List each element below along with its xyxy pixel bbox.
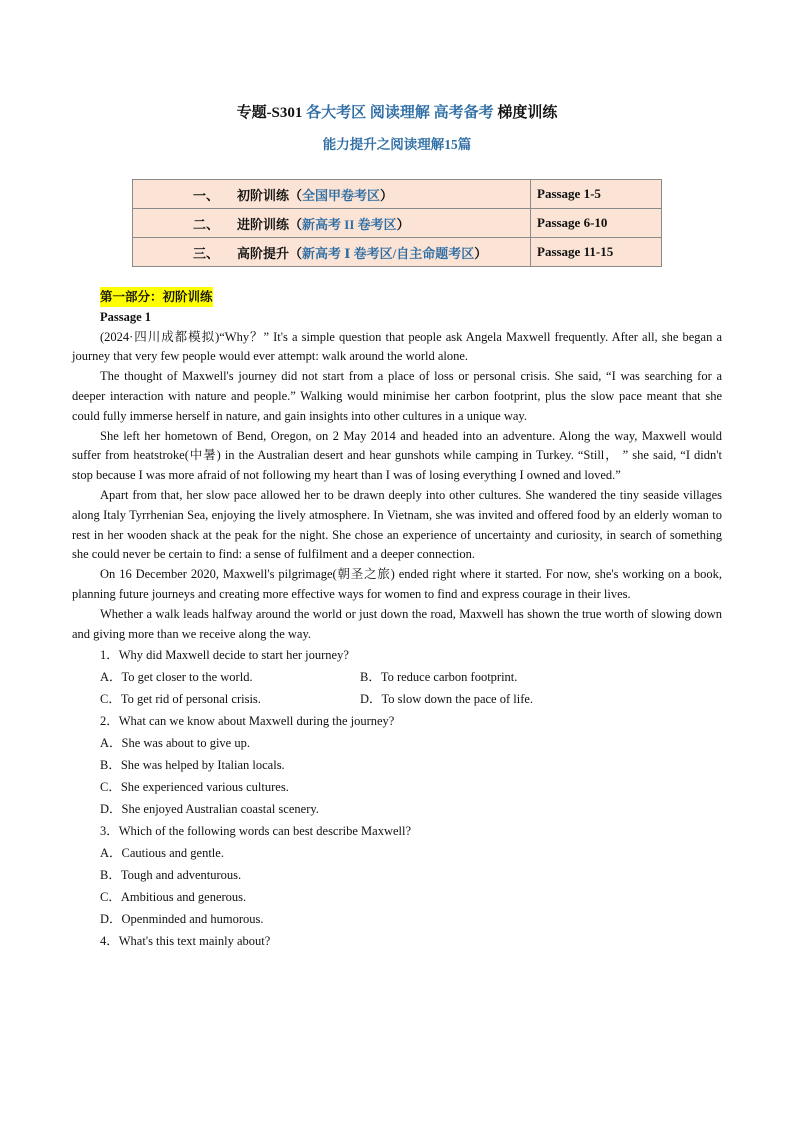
option: D．To slow down the pace of life. [360, 692, 534, 707]
table-row [133, 209, 662, 238]
table-row [133, 238, 662, 267]
option: B．To reduce carbon footprint. [360, 670, 518, 685]
row-label-end: ） [396, 216, 410, 232]
table-cell [133, 238, 531, 267]
question-stem: 3．Which of the following words can best describe Maxwell? [100, 824, 412, 839]
title-suffix: 梯度训练 [493, 105, 558, 121]
paragraph: The thought of Maxwell's journey did not start from a place of loss or personal crisis. She said, “I was searching for a deeper interaction with nature and people.” Walking would minimise her carbon footprint, plus the slow pace meant that she could fully immerse herself in nature, and gain insights into other cultures in a unique way. [72, 369, 722, 423]
row-label-end: ） [474, 245, 488, 261]
question-stem: 2．What can we know about Maxwell during the journey? [100, 714, 395, 729]
option: B．Tough and adventurous. [100, 868, 242, 883]
row-number: 二、 [193, 216, 220, 232]
paragraph: On 16 December 2020, Maxwell's pilgrimage(朝圣之旅) ended right where it started. For now, she's working on a book, planning future journeys and creating more effective ways for women to find and express courage in their lives. [72, 567, 722, 601]
section-label: 第一部分：初阶训练 [100, 287, 213, 307]
row-label: 初阶训练（ [237, 187, 303, 203]
option: D．She enjoyed Australian coastal scenery. [100, 802, 319, 817]
option: C．To get rid of personal crisis. [100, 692, 261, 707]
paragraph: She left her hometown of Bend, Oregon, on 2 May 2014 and headed into an adventure. Along the way, Maxwell would suffer from heatstroke(中暑) in the Australian desert and hear gunshots while camping in Turkey. “Still， ” she said, “I didn't stop because I was more afraid of not following my heart than I was of losing everything I owned and loved.” [72, 428, 722, 483]
row-region: 新高考 Ⅰ 卷考区/自主命题考区 [302, 245, 475, 261]
option: D．Openminded and humorous. [100, 912, 264, 927]
paragraph: (2024·四川成都模拟)“Why？” It's a simple question that people ask Angela Maxwell frequently. After all, she began a journey that very few people would ever attempt: walk around the world alone. [72, 329, 722, 364]
option: A．To get closer to the world. [100, 670, 253, 685]
option: A．Cautious and gentle. [100, 846, 224, 861]
option: A．She was about to give up. [100, 736, 250, 751]
passage-label: Passage 1 [100, 309, 152, 324]
title-prefix: 专题-S301 [236, 105, 307, 121]
row-label-end: ） [380, 187, 394, 203]
paragraph: Apart from that, her slow pace allowed her to be drawn deeply into other cultures. She wandered the tiny seaside villages along Italy Tyrrhenian Sea, enjoying the lively atmosphere. In Vietnam, she was invited and offered food by an elderly woman to rest in her wooden shack at the peak for the night. She chose an experience of uncertainty and curiosity, in search of something she could never be certain to find: a sense of fulfilment and a deeper connection. [72, 487, 722, 562]
row-range: Passage 11-15 [531, 238, 662, 267]
table-cell [133, 209, 531, 238]
row-number: 一、 [193, 187, 220, 203]
row-range: Passage 6-10 [531, 209, 662, 238]
passage-content [72, 287, 722, 952]
document-subtitle: 能力提升之阅读理解15篇 [322, 137, 472, 152]
table-cell [133, 180, 531, 209]
question-stem: 1．Why did Maxwell decide to start her journey? [100, 648, 349, 663]
row-label: 高阶提升（ [237, 245, 303, 261]
option: B．She was helped by Italian locals. [100, 758, 285, 773]
row-range: Passage 1-5 [531, 180, 662, 209]
option-row [72, 666, 722, 688]
document-title [0, 101, 794, 122]
title-highlight: 各大考区 阅读理解 高考备考 [306, 105, 494, 121]
row-region: 全国甲卷考区 [302, 187, 381, 203]
option-row [72, 688, 722, 710]
option: C．She experienced various cultures. [100, 780, 289, 795]
row-region: 新高考 II 卷考区 [302, 216, 397, 232]
row-number: 三、 [193, 245, 220, 261]
table-row [133, 180, 662, 209]
option: C．Ambitious and generous. [100, 890, 247, 905]
row-label: 进阶训练（ [237, 216, 303, 232]
paragraph: Whether a walk leads halfway around the world or just down the road, Maxwell has shown the true worth of slowing down and giving more than we receive along the way. [72, 606, 722, 641]
question-stem: 4．What's this text mainly about? [100, 934, 271, 949]
contents-table [132, 179, 662, 267]
